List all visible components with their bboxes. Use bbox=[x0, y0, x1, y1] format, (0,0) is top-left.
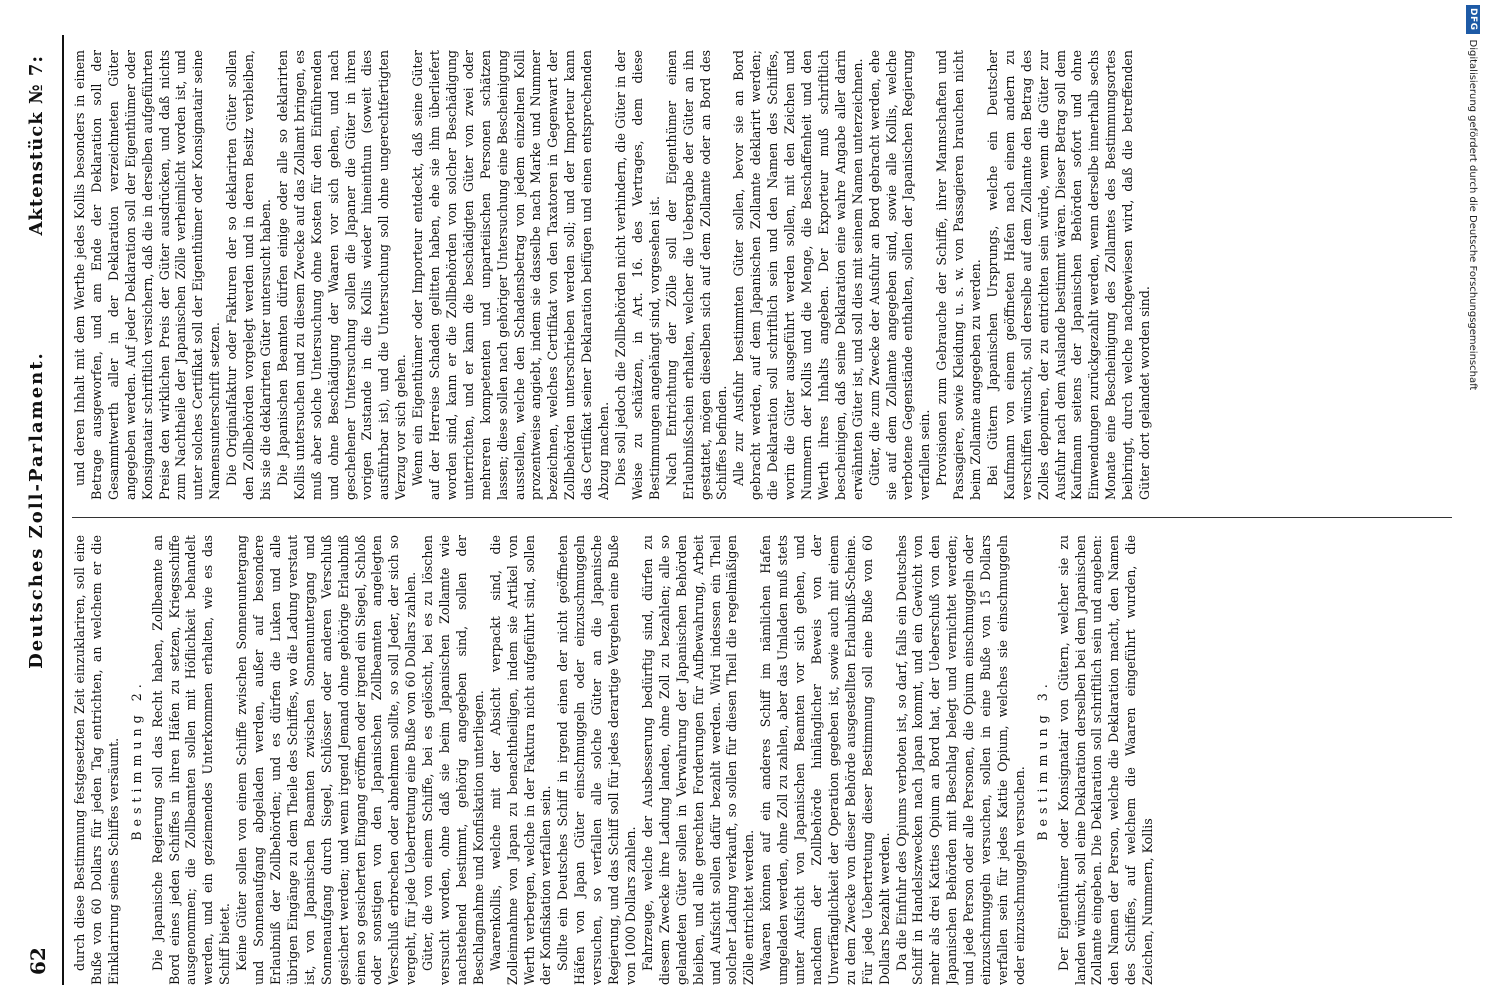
right-column bbox=[72, 50, 1460, 500]
page-number: 62 bbox=[26, 947, 50, 975]
paragraph: Güter, die zum Zwecke der Ausfuhr an Bord gebracht werden, ehe sie auf dem Zollamte angegeben sind, sowie alle Kollis, welche verbotene Gegenstände enthalten, sollen der Japanischen Regierung verfallen sein. bbox=[866, 50, 933, 500]
paragraph: Güter, die von einem Schiffe, bei es gelöscht, bei es zu löschen versucht worden, ohne daß sie beim Japanischen Zollamte wie nachstehend bestimmt, gehörig angegeben sind, sollen der Beschlagnahme und Konfiskation unterliegen. bbox=[420, 535, 486, 985]
digitization-credit bbox=[1462, 5, 1484, 995]
paragraph: Dies soll jedoch die Zollbehörden nicht verhindern, die Güter in der Weise zu schätzen, in Art. 16. des Vertrages, dem diese Bestimmungen angehängt sind, vorgesehen ist. bbox=[613, 50, 662, 500]
paragraph: Fahrzeuge, welche der Ausbesserung bedürftig sind, dürfen zu diesem Zwecke ihre Ladung landen, ohne Zoll zu bezahlen; alle so gelandeten Güter sollen in Verwahrung der Japanischen Behörden bleiben, und alle gerechten Forderungen für Aufbewahrung, Arbeit und Aufsicht sollen dafür bezahlt werden. Wird indessen ein Theil solcher Ladung verkauft, so sollen für diesen Theil die regelmäßigen Zölle entrichtet werden. bbox=[639, 535, 757, 985]
paragraph: Der Eigenthümer oder Konsignatair von Gütern, welcher sie zu landen wünscht, soll eine Deklaration derselben bei dem Japanischen Zollamte eingeben. Die Deklaration soll schriftlich sein und angeben: den Namen der Person, welche die Deklaration macht, den Namen des Schiffes, auf welchem die Waaren eingeführt wurden, die Zeichen, Nummern, Kollis bbox=[1055, 535, 1156, 985]
section-heading: Bestimmung 2. bbox=[128, 679, 144, 841]
page-header bbox=[20, 35, 60, 985]
running-title: Deutsches Zoll-Parlament. bbox=[26, 351, 47, 669]
header-rule bbox=[62, 35, 64, 985]
paragraph: und deren Inhalt mit dem Werthe jedes Kollis besonders in einem Betrage ausgeworfen, und am Ende der Deklaration soll der Gesammtwerth aller in der Deklaration verzeichneten Güter angegeben werden. Auf jeder Deklaration soll der Eigenthümer oder Konsignatair schriftlich versichern, daß die in derselben aufgeführten Preise den wirklichen Preis der Güter ausdrücken, und daß nichts zum Nachtheile der Japanischen Zölle verheimlicht worden ist, und unter solches Certifikat soll der Eigenthümer oder Konsignatair seine Namensunterschrift setzen. bbox=[72, 50, 223, 500]
paragraph: Bei Gütern Japanischen Ursprungs, welche ein Deutscher Kaufmann von einem geöffneten Hafen nach einem andern zu verschiffen wünscht, soll derselbe auf dem Zollamte den Betrag des Zolles deponiren, der zu entrichten sein würde, wenn die Güter zur Ausfuhr nach dem Auslande bestimmt wären. Dieser Betrag soll dem Kaufmann seitens der Japanischen Behörden sofort und ohne Einwendungen zurückgezahlt werden, wenn derselbe innerhalb sechs Monate eine Bescheinigung des Zollamtes des Bestimmungsortes beibringt, durch welche nachgewiesen wird, daß die betreffenden Güter dort gelandet worden sind. bbox=[984, 50, 1153, 500]
paragraph: durch diese Bestimmung festgesetzten Zeit einzuklariren, soll eine Buße von 60 Dollars für jeden Tag entrichten, an welchem er die Einklarirung seines Schiffes versäumt. bbox=[72, 535, 121, 985]
left-column bbox=[72, 535, 1460, 985]
rotated-page bbox=[20, 35, 1460, 985]
paragraph: Wenn ein Eigenthümer oder Importeur entdeckt, daß seine Güter auf der Herreise Schaden gelitten haben, ehe sie ihm überliefert worden sind, kann er die Zollbehörden von solcher Beschädigung unterrichten, und er kann die beschädigten Güter von zwei oder mehreren kompetenten und unparteiischen Personen schätzen lassen; diese sollen nach gehöriger Untersuchung eine Bescheinigung ausstellen, welche den Schadensbetrag von jedem einzelnen Kolli prozentweise angiebt, indem sie dasselbe nach Marke und Nummer bezeichnen, welches Certifikat von den Taxatoren in Gegenwart der Zollbehörden unterschrieben werden soll; und der Importeur kann das Certifikat seiner Deklaration beifügen und einen entsprechenden Abzug machen. bbox=[410, 50, 612, 500]
dfg-logo: DFG bbox=[1466, 5, 1480, 34]
paragraph: Da die Einfuhr des Opiums verboten ist, so darf, falls ein Deutsches Schiff in Handelszwecken nach Japan kommt, und ein Gewicht von mehr als drei Katties Opium an Bord hat, der Ueberschuß von den Japanischen Behörden mit Beschlag belegt und vernichtet werden; und jede Person oder alle Personen, die Opium einschmuggeln oder einzuschmuggeln versuchen, sollen in eine Buße von 15 Dollars verfallen sein für jedes Kattie Opium, welches sie einschmuggeln oder einzuschmuggeln versuchen. bbox=[893, 535, 1027, 985]
paragraph: Die Originalfaktur oder Fakturen der so deklarirten Güter sollen den Zollbehörden vorgelegt werden und in deren Besitz verbleiben, bis sie die deklarirten Güter untersucht haben. bbox=[224, 50, 273, 500]
paragraph: Keine Güter sollen von einem Schiffe zwischen Sonnenuntergang und Sonnenaufgang abgeladen werden, außer auf besondere Erlaubniß der Zollbehörden; und es dürfen die Luken und alle übrigen Eingänge zu dem Theile des Schiffes, wo die Ladung verstaut ist, von Japanischen Beamten zwischen Sonnenuntergang und Sonnenaufgang durch Siegel, Schlösser oder anderen Verschluß gesichert werden; und wenn irgend Jemand ohne gehörige Erlaubniß einen so gesicherten Eingang eröffnen oder irgend ein Siegel, Schloß oder sonstigen von den Japanischen Zollbeamten angelegten Verschluß erbrechen oder abnehmen sollte, so soll Jeder, der sich so vergeht, für jede Uebertretung eine Buße von 60 Dollars zahlen. bbox=[234, 535, 419, 985]
section-heading: Bestimmung 3. bbox=[1034, 679, 1050, 841]
document-label: Aktenstück № 7: bbox=[26, 55, 47, 236]
column-divider bbox=[72, 517, 1452, 518]
paragraph: Waarenkollis, welche mit der Absicht verpackt sind, die Zolleinnahme von Japan zu benachtheiligen, indem sie Artikel von Werth verbergen, welche in der Faktura nicht aufgeführt sind, sollen der Konfiskation verfallen sein. bbox=[487, 535, 554, 985]
paragraph: Sollte ein Deutsches Schiff in irgend einen der nicht geöffneten Häfen von Japan Güter einschmuggeln oder einzuschmuggeln versuchen, so verfallen alle solche Güter an die Japanische Regierung, und das Schiff soll für jedes derartige Vergehen eine Buße von 1000 Dollars zahlen. bbox=[555, 535, 638, 985]
paragraph: Waaren können auf ein anderes Schiff im nämlichen Hafen umgeladen werden, ohne Zoll zu zahlen, aber das Umladen muß stets unter Aufsicht von Japanischen Beamten vor sich gehen, und nachdem der Zollbehörde hinlänglicher Beweis von der Unverfänglichkeit der Operation gegeben ist, sowie auch mit einem zu dem Zwecke von dieser Behörde ausgestellten Erlaubniß-Scheine. Für jede Uebertretung dieser Bestimmung soll eine Buße von 60 Dollars bezahlt werden. bbox=[758, 535, 892, 985]
paragraph: Provisionen zum Gebrauche der Schiffe, ihrer Mannschaften und Passagiere, sowie Kleidung u. s. w. von Passagieren brauchen nicht beim Zollamte angegeben zu werden. bbox=[934, 50, 984, 500]
paragraph: Alle zur Ausfuhr bestimmten Güter sollen, bevor sie an Bord gebracht werden, auf dem Japanischen Zollamte deklarirt werden; die Deklaration soll schriftlich sein und den Namen des Schiffes, worin die Güter ausgeführt werden sollen, mit den Zeichen und Nummern der Kollis und die Menge, die Beschaffenheit und den Werth ihres Inhalts angeben. Der Exporteur muß schriftlich bescheinigen, daß seine Deklaration eine wahre Angabe aller darin erwähnten Güter ist, und soll dies mit seinem Namen unterzeichnen. bbox=[731, 50, 865, 500]
paragraph: Die Japanische Regierung soll das Recht haben, Zollbeamte an Bord eines jeden Schiffes in ihren Häfen zu setzen, Kriegsschiffe ausgenommen; die Zollbeamten sollen mit Höflichkeit behandelt werden, und ein geziemendes Unterkommen erhalten, wie es das Schiff bietet. bbox=[149, 535, 233, 985]
paragraph: Nach Entrichtung der Zölle soll der Eigenthümer einen Erlaubnißschein erhalten, welcher die Uebergabe der Güter an ihn gestattet, mögen dieselben sich auf dem Zollamte oder an Bord des Schiffes befinden. bbox=[663, 50, 730, 500]
credit-text: Digitalisierung gefördert durch die Deutsche Forschungsgemeinschaft bbox=[1467, 39, 1479, 391]
paragraph: Die Japanischen Beamten dürfen einige oder alle so deklarirten Kollis untersuchen und zu diesem Zwecke auf das Zollamt bringen, es muß aber solche Untersuchung ohne Kosten für den Einführenden und ohne Beschädigung der Waaren vor sich gehen, und nach geschehener Untersuchung sollen die Japaner die Güter in ihren vorigen Zustande in die Kollis wieder hineinthun (soweit dies ausführbar ist), und die Untersuchung soll ohne ungerechtfertigten Verzug vor sich gehen. bbox=[274, 50, 409, 500]
